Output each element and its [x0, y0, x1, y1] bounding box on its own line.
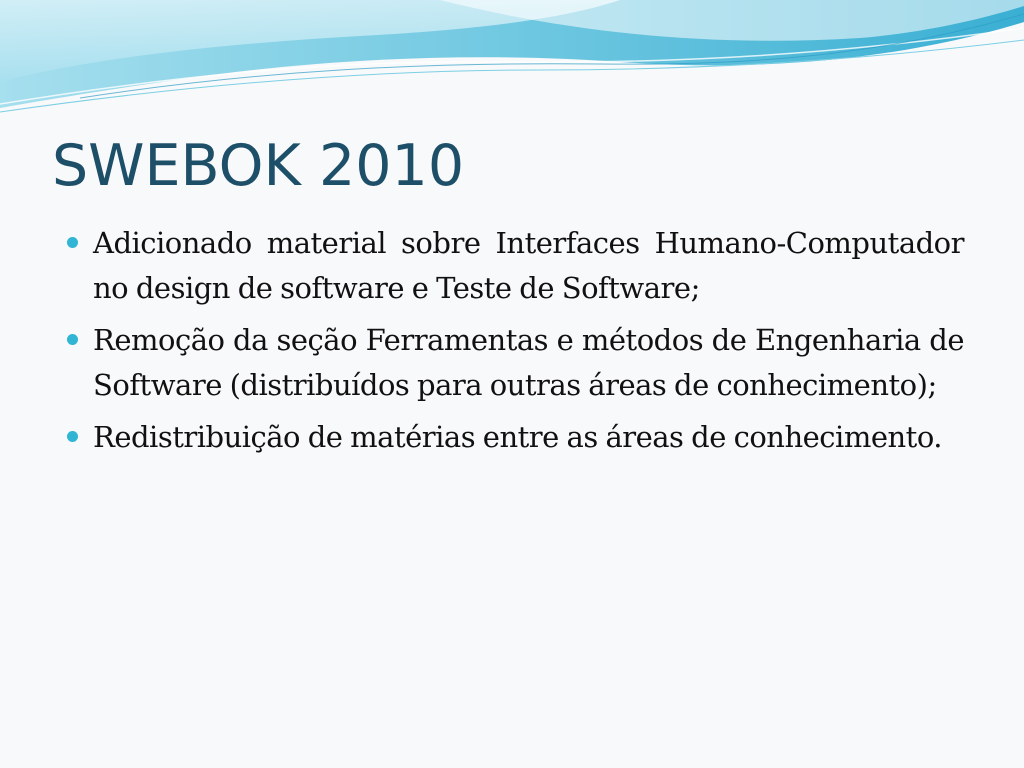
bullet-item — [62, 318, 964, 408]
wave-header-decoration — [0, 0, 1024, 120]
bullet-dot-icon — [67, 431, 78, 442]
bullet-dot-icon — [67, 237, 78, 248]
bullet-text: Remoção da seção Ferramentas e métodos de Engenharia de Software (distribuídos para outras áreas de conhecimento); — [93, 323, 964, 402]
bullet-item — [62, 415, 964, 460]
bullet-item — [62, 221, 964, 311]
bullet-dot-icon — [67, 334, 78, 345]
bullet-text: Adicionado material sobre Interfaces Humano-Computador no design de software e Teste de Software; — [93, 226, 964, 305]
bullet-text: Redistribuição de matérias entre as áreas de conhecimento. — [93, 420, 942, 454]
bullet-list — [62, 221, 964, 467]
slide-title: SWEBOK 2010 — [52, 133, 465, 199]
